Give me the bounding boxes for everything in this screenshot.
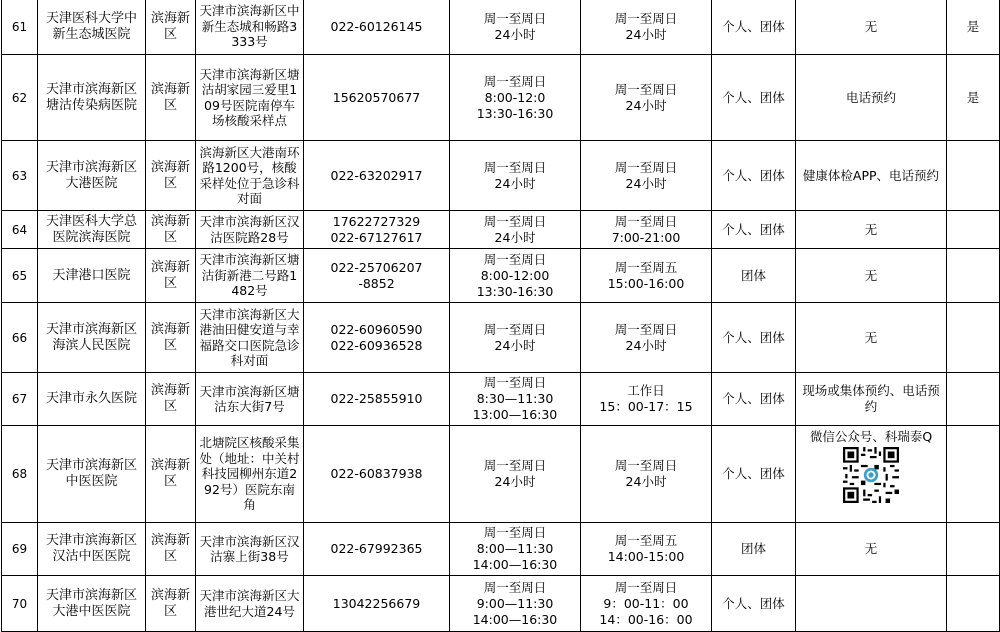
service-type-cell: 团体 bbox=[712, 249, 796, 303]
address-cell: 北塘院区核酸采集处（地址：中关村科技园柳州东道292号）医院东南角 bbox=[196, 426, 304, 523]
sampling-hours-cell-line: 周一至周日 bbox=[483, 73, 547, 89]
sampling-hours-cell bbox=[450, 426, 581, 523]
qr-code-image bbox=[843, 447, 899, 503]
booking-method-cell-line: 无 bbox=[864, 221, 878, 237]
sampling-hours-cell bbox=[450, 55, 581, 141]
sampling-hours-cell-line: 24小时 bbox=[494, 474, 536, 489]
phone-cell-line: 13042256679 bbox=[332, 595, 421, 611]
phone-cell-line: 17622727329 bbox=[332, 213, 421, 229]
sampling-hours-cell-line: 24小时 bbox=[494, 26, 536, 42]
extra-flag-cell bbox=[947, 426, 1000, 523]
report-hours-cell bbox=[581, 303, 712, 373]
sampling-hours-cell bbox=[450, 576, 581, 632]
sampling-hours-cell-line: 周一至周日 bbox=[483, 375, 547, 390]
extra-flag-cell bbox=[947, 303, 1000, 373]
sampling-hours-cell-line: 13:00—16:30 bbox=[472, 407, 558, 422]
booking-method-cell bbox=[796, 55, 947, 141]
report-hours-cell bbox=[581, 211, 712, 249]
phone-cell bbox=[304, 55, 450, 141]
booking-method-cell-line: 无 bbox=[864, 18, 878, 34]
district-cell: 滨海新区 bbox=[146, 249, 196, 303]
booking-method-cell bbox=[796, 576, 947, 632]
table-row bbox=[2, 55, 1000, 141]
address-cell: 天津市滨海新区大港油田健安道与幸福路交口医院急诊科对面 bbox=[196, 303, 304, 373]
address-cell: 天津市滨海新区大港世纪大道24号 bbox=[196, 576, 304, 632]
service-type-cell: 个人、团体 bbox=[712, 55, 796, 141]
sampling-hours-cell-line: 8:00-12:00 bbox=[480, 267, 550, 283]
booking-method-cell-line: 无 bbox=[864, 329, 878, 345]
phone-cell bbox=[304, 303, 450, 373]
sampling-hours-cell-line: 13:30-16:30 bbox=[476, 105, 554, 121]
extra-flag-cell: 是 bbox=[947, 55, 1000, 141]
address-cell: 天津市滨海新区塘沽街新港二号路1482号 bbox=[196, 249, 304, 303]
booking-method-cell bbox=[796, 303, 947, 373]
district-cell: 滨海新区 bbox=[146, 523, 196, 576]
report-hours-cell-line: 周一至周五 bbox=[614, 533, 678, 548]
phone-cell bbox=[304, 523, 450, 576]
service-type-cell: 个人、团体 bbox=[712, 211, 796, 249]
sampling-hours-cell-line: 周一至周日 bbox=[483, 525, 547, 540]
address-cell: 滨海新区大港南环路1200号，核酸采样处位于急诊科对面 bbox=[196, 141, 304, 211]
report-hours-cell-line: 24小时 bbox=[625, 26, 667, 42]
report-hours-cell-line: 24小时 bbox=[625, 337, 667, 353]
district-cell: 滨海新区 bbox=[146, 141, 196, 211]
address-cell: 天津市滨海新区塘沽胡家园三爱里109号医院南停车场核酸采样点 bbox=[196, 55, 304, 141]
sampling-hours-cell-line: 8:30—11:30 bbox=[476, 391, 554, 406]
district-cell: 滨海新区 bbox=[146, 211, 196, 249]
report-hours-cell-line: 15：00-17：15 bbox=[599, 399, 693, 414]
report-hours-cell-line: 周一至周日 bbox=[614, 213, 678, 229]
sampling-hours-cell-line: 9:00—11:30 bbox=[476, 595, 554, 611]
phone-cell-line: 022-67992365 bbox=[330, 541, 423, 556]
sampling-hours-cell-line: 24小时 bbox=[494, 175, 536, 191]
district-cell: 滨海新区 bbox=[146, 0, 196, 55]
row-number-cell: 62 bbox=[2, 55, 38, 141]
phone-cell bbox=[304, 426, 450, 523]
booking-method-cell-line: 健康体检APP、电话预约 bbox=[802, 167, 940, 183]
sampling-hours-cell-line: 周一至周日 bbox=[483, 321, 547, 337]
hospital-name-cell: 天津市滨海新区汉沽中医医院 bbox=[38, 523, 146, 576]
district-cell: 滨海新区 bbox=[146, 426, 196, 523]
booking-method-cell-line: 现场或集体预约、电话预约 bbox=[802, 383, 940, 414]
hospital-table bbox=[1, 0, 1000, 632]
sampling-hours-cell-line: 14:00—16:30 bbox=[472, 611, 558, 627]
booking-method-cell-line: 微信公众号、科瑞泰Q bbox=[809, 429, 933, 444]
sampling-hours-cell bbox=[450, 211, 581, 249]
phone-cell-line: 022-60126145 bbox=[330, 18, 423, 34]
phone-cell bbox=[304, 0, 450, 55]
report-hours-cell-line: 周一至周日 bbox=[614, 458, 678, 473]
extra-flag-cell: 是 bbox=[947, 0, 1000, 55]
report-hours-cell bbox=[581, 55, 712, 141]
report-hours-cell bbox=[581, 141, 712, 211]
report-hours-cell-line: 周一至周五 bbox=[614, 259, 678, 275]
report-hours-cell-line: 24小时 bbox=[625, 175, 667, 191]
row-number-cell: 67 bbox=[2, 373, 38, 426]
phone-cell bbox=[304, 211, 450, 249]
booking-method-cell bbox=[796, 211, 947, 249]
phone-cell bbox=[304, 141, 450, 211]
extra-flag-cell bbox=[947, 249, 1000, 303]
row-number-cell: 65 bbox=[2, 249, 38, 303]
booking-method-cell bbox=[796, 0, 947, 55]
table-row bbox=[2, 211, 1000, 249]
report-hours-cell-line: 周一至周日 bbox=[614, 579, 678, 595]
phone-cell-line: 15620570677 bbox=[332, 89, 421, 105]
row-number-cell: 64 bbox=[2, 211, 38, 249]
phone-cell-line: 022-25706207 bbox=[330, 259, 423, 275]
sampling-hours-cell bbox=[450, 303, 581, 373]
sampling-hours-cell bbox=[450, 373, 581, 426]
phone-cell bbox=[304, 249, 450, 303]
sampling-hours-cell bbox=[450, 0, 581, 55]
booking-method-cell bbox=[796, 249, 947, 303]
table-row bbox=[2, 523, 1000, 576]
hospital-name-cell: 天津医科大学总医院滨海医院 bbox=[38, 211, 146, 249]
extra-flag-cell bbox=[947, 523, 1000, 576]
booking-method-cell-line: 无 bbox=[864, 267, 878, 283]
address-cell: 天津市滨海新区中新生态城和畅路3333号 bbox=[196, 0, 304, 55]
booking-method-cell-line: 无 bbox=[864, 541, 878, 556]
report-hours-cell-line: 24小时 bbox=[625, 474, 667, 489]
service-type-cell: 个人、团体 bbox=[712, 426, 796, 523]
sampling-hours-cell-line: 14:00—16:30 bbox=[472, 557, 558, 572]
district-cell: 滨海新区 bbox=[146, 576, 196, 632]
hospital-name-cell: 天津市永久医院 bbox=[38, 373, 146, 426]
extra-flag-cell bbox=[947, 373, 1000, 426]
sampling-hours-cell-line: 周一至周日 bbox=[483, 10, 547, 26]
address-cell: 天津市滨海新区汉沽寨上街38号 bbox=[196, 523, 304, 576]
extra-flag-cell bbox=[947, 141, 1000, 211]
table-row bbox=[2, 141, 1000, 211]
district-cell: 滨海新区 bbox=[146, 373, 196, 426]
phone-cell-line: 022-25855910 bbox=[330, 391, 423, 406]
hospital-name-cell: 天津市滨海新区大港医院 bbox=[38, 141, 146, 211]
phone-cell-line: 022-63202917 bbox=[330, 167, 423, 183]
hospital-name-cell: 天津港口医院 bbox=[38, 249, 146, 303]
row-number-cell: 61 bbox=[2, 0, 38, 55]
district-cell: 滨海新区 bbox=[146, 303, 196, 373]
phone-cell bbox=[304, 373, 450, 426]
sampling-hours-cell-line: 24小时 bbox=[494, 337, 536, 353]
report-hours-cell-line: 周一至周日 bbox=[614, 10, 678, 26]
service-type-cell: 个人、团体 bbox=[712, 0, 796, 55]
hospital-name-cell: 天津市滨海新区大港中医医院 bbox=[38, 576, 146, 632]
phone-cell-line: 022-60936528 bbox=[330, 337, 423, 353]
report-hours-cell bbox=[581, 249, 712, 303]
report-hours-cell-line: 15:00-16:00 bbox=[607, 275, 685, 291]
booking-method-cell bbox=[796, 141, 947, 211]
table-row bbox=[2, 576, 1000, 632]
sampling-hours-cell-line: 13:30-16:30 bbox=[476, 283, 554, 299]
table-row bbox=[2, 373, 1000, 426]
phone-cell-line: -8852 bbox=[358, 275, 395, 291]
sampling-hours-cell bbox=[450, 141, 581, 211]
report-hours-cell-line: 工作日 bbox=[627, 383, 665, 398]
sampling-hours-cell-line: 8:00—11:30 bbox=[476, 541, 554, 556]
report-hours-cell bbox=[581, 0, 712, 55]
report-hours-cell-line: 周一至周日 bbox=[614, 321, 678, 337]
sampling-hours-cell-line: 周一至周日 bbox=[483, 579, 547, 595]
service-type-cell: 个人、团体 bbox=[712, 303, 796, 373]
row-number-cell: 68 bbox=[2, 426, 38, 523]
report-hours-cell-line: 14：00-16：00 bbox=[599, 611, 693, 627]
extra-flag-cell bbox=[947, 576, 1000, 632]
phone-cell-line: 022-67127617 bbox=[330, 229, 423, 245]
row-number-cell: 69 bbox=[2, 523, 38, 576]
sampling-hours-cell-line: 周一至周日 bbox=[483, 251, 547, 267]
phone-cell-line: 022-60960590 bbox=[330, 321, 423, 337]
report-hours-cell-line: 24小时 bbox=[625, 97, 667, 113]
booking-method-cell bbox=[796, 523, 947, 576]
sampling-hours-cell-line: 周一至周日 bbox=[483, 159, 547, 175]
booking-method-cell bbox=[796, 373, 947, 426]
sampling-hours-cell-line: 周一至周日 bbox=[483, 213, 547, 229]
row-number-cell: 63 bbox=[2, 141, 38, 211]
service-type-cell: 个人、团体 bbox=[712, 373, 796, 426]
service-type-cell: 个人、团体 bbox=[712, 576, 796, 632]
hospital-name-cell: 天津市滨海新区中医医院 bbox=[38, 426, 146, 523]
table-row bbox=[2, 0, 1000, 55]
report-hours-cell-line: 7:00-21:00 bbox=[611, 229, 681, 245]
report-hours-cell-line: 14:00-15:00 bbox=[607, 549, 685, 564]
phone-cell-line: 022-60837938 bbox=[330, 466, 423, 481]
booking-method-cell-line: 电话预约 bbox=[845, 89, 896, 105]
row-number-cell: 66 bbox=[2, 303, 38, 373]
sampling-hours-cell bbox=[450, 249, 581, 303]
report-hours-cell-line: 周一至周日 bbox=[614, 159, 678, 175]
sampling-hours-cell-line: 周一至周日 bbox=[483, 458, 547, 473]
table-row bbox=[2, 303, 1000, 373]
table-row bbox=[2, 426, 1000, 523]
sampling-hours-cell bbox=[450, 523, 581, 576]
report-hours-cell-line: 9：00-11：00 bbox=[603, 595, 689, 611]
phone-cell bbox=[304, 576, 450, 632]
report-hours-cell-line: 周一至周日 bbox=[614, 81, 678, 97]
sampling-hours-cell-line: 8:00-12:0 bbox=[484, 89, 546, 105]
sampling-hours-cell-line: 24小时 bbox=[494, 229, 536, 245]
booking-method-cell bbox=[796, 426, 947, 523]
row-number-cell: 70 bbox=[2, 576, 38, 632]
report-hours-cell bbox=[581, 373, 712, 426]
extra-flag-cell bbox=[947, 211, 1000, 249]
hospital-name-cell: 天津市滨海新区塘沽传染病医院 bbox=[38, 55, 146, 141]
service-type-cell: 团体 bbox=[712, 523, 796, 576]
hospital-name-cell: 天津医科大学中新生态城医院 bbox=[38, 0, 146, 55]
table-row bbox=[2, 249, 1000, 303]
district-cell: 滨海新区 bbox=[146, 55, 196, 141]
report-hours-cell bbox=[581, 426, 712, 523]
report-hours-cell bbox=[581, 576, 712, 632]
report-hours-cell bbox=[581, 523, 712, 576]
address-cell: 天津市滨海新区汉沽医院路28号 bbox=[196, 211, 304, 249]
service-type-cell: 个人、团体 bbox=[712, 141, 796, 211]
address-cell: 天津市滨海新区塘沽东大街7号 bbox=[196, 373, 304, 426]
hospital-name-cell: 天津市滨海新区海滨人民医院 bbox=[38, 303, 146, 373]
